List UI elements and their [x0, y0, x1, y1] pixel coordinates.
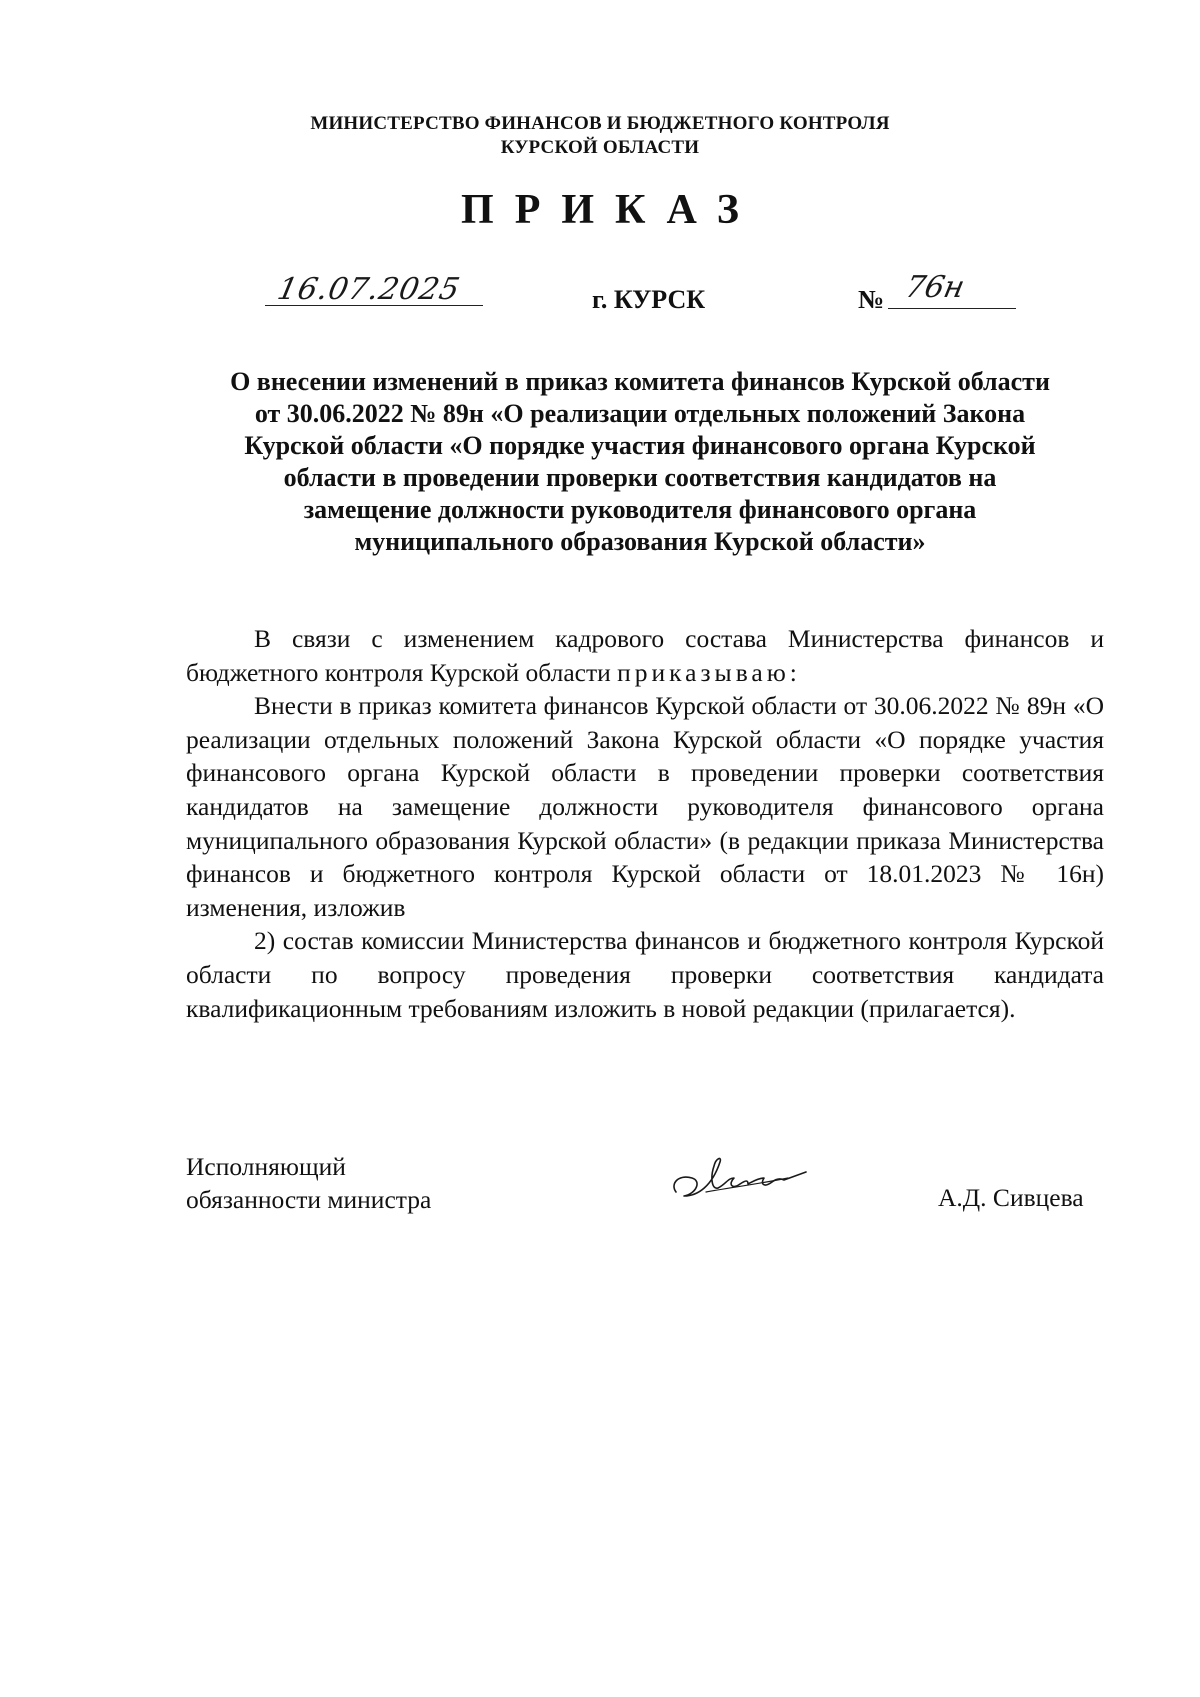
date-underline [265, 305, 483, 306]
subject-line: Курской области «О порядке участия финансового органа Курской [244, 431, 1036, 460]
document-type-title: ПРИКАЗ [461, 187, 760, 233]
paragraph-amendment: Внести в приказ комитета финансов Курской области от 30.06.2022 № 89н «О реализации отдельных положений Закона Курской области «О порядке участия финансового органа Курской области в проведении проверки соответствия кандидатов на замещение должности руководителя финансового органа муниципального образования Курской области» (в редакции приказа Министерства финансов и бюджетного контроля Курской области от 18.01.2023 № 16н) изменения, изложив [186, 691, 1104, 922]
handwritten-order-number: 76н [902, 270, 968, 305]
handwritten-date: 16.07.2025 [274, 272, 464, 307]
number-underline [888, 308, 1016, 309]
subject-line: О внесении изменений в приказ комитета финансов Курской области [230, 367, 1050, 396]
subject-line: муниципального образования Курской области» [354, 527, 926, 556]
handwritten-signature [668, 1148, 818, 1208]
position-line-2: обязанности министра [186, 1185, 432, 1214]
order-subject [180, 366, 1100, 558]
signer-name: А.Д. Сивцева [938, 1183, 1084, 1212]
order-body [186, 622, 1104, 1025]
ministry-line-2: КУРСКОЙ ОБЛАСТИ [500, 137, 700, 158]
paragraph-item-2: 2) состав комиссии Министерства финансов и бюджетного контроля Курской области по вопросу проведения проверки соответствия кандидата квалификационным требованиям изложить в новой редакции (прилагается). [186, 926, 1104, 1023]
preamble-end: : [789, 657, 797, 687]
number-sign: № [858, 285, 885, 314]
subject-line: от 30.06.2022 № 89н «О реализации отдельных положений Закона [254, 399, 1026, 428]
city-label: г. КУРСК [592, 285, 706, 314]
paragraph-preamble [186, 622, 1104, 689]
subject-line: замещение должности руководителя финансового органа [303, 495, 977, 524]
subject-line: области в проведении проверки соответствия кандидатов на [283, 463, 997, 492]
preamble-text: В связи с изменением кадрового состава Министерства финансов и бюджетного контроля Курской области [186, 624, 1104, 687]
ministry-line-1: МИНИСТЕРСТВО ФИНАНСОВ И БЮДЖЕТНОГО КОНТРОЛЯ [310, 113, 890, 134]
ministry-header [0, 112, 1200, 160]
position-line-1: Исполняющий [186, 1152, 346, 1181]
signatory-position [186, 1150, 431, 1216]
order-verb: приказываю [617, 657, 790, 687]
